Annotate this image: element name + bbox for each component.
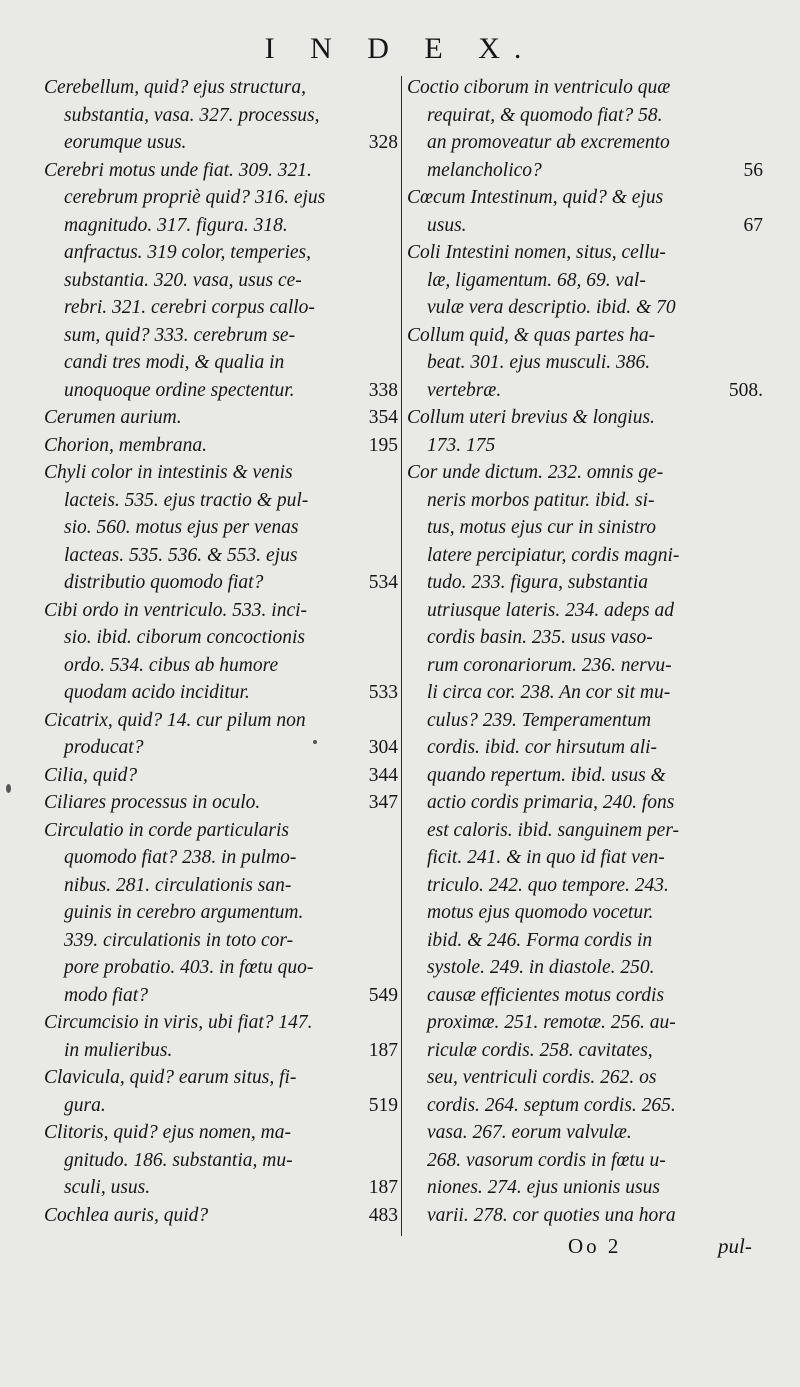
index-entry-line xyxy=(44,679,398,707)
page-number: 483 xyxy=(368,1204,398,1226)
entry-text: systole. 249. in diastole. 250. xyxy=(427,957,655,978)
entry-text: Circulatio in corde particularis xyxy=(44,819,290,841)
entry-text: proximæ. 251. remotæ. 256. au- xyxy=(427,1012,676,1033)
entry-text: causæ efficientes motus cordis xyxy=(427,984,665,1006)
index-entry-line xyxy=(44,652,398,680)
page-number: 508. xyxy=(728,379,763,401)
index-entry-line xyxy=(407,239,763,267)
entry-text: culus? 239. Temperamentum xyxy=(427,709,652,731)
page-number: 549 xyxy=(368,984,398,1006)
entry-text: Clitoris, quid? ejus nomen, ma- xyxy=(44,1122,291,1143)
entry-text: Cœcum Intestinum, quid? & ejus xyxy=(407,187,664,208)
index-entry-line xyxy=(407,1119,763,1147)
index-entry-line xyxy=(44,1037,398,1065)
index-entry-line xyxy=(407,459,763,487)
index-entry-line xyxy=(407,789,763,817)
index-entry-line xyxy=(44,74,398,102)
entry-text: Cor unde dictum. 232. omnis ge- xyxy=(407,462,664,483)
index-entry-line xyxy=(44,1092,398,1120)
index-entry-line xyxy=(407,212,763,240)
index-entry-line xyxy=(44,322,398,350)
index-entry-line xyxy=(407,1009,763,1037)
entry-text: sculi, usus. xyxy=(64,1177,151,1198)
index-entry-line xyxy=(407,1202,763,1230)
index-entry-line xyxy=(44,459,398,487)
entry-text: tus, motus ejus cur in sinistro xyxy=(427,517,656,538)
index-entry-line xyxy=(407,762,763,790)
entry-text: melancholico? xyxy=(427,159,542,181)
entry-text: Chyli color in intestinis & venis xyxy=(44,462,293,483)
catchword: pul- xyxy=(718,1234,752,1258)
index-entry-line xyxy=(44,542,398,570)
entry-text: lacteis. 535. ejus tractio & pul- xyxy=(64,489,309,511)
index-entry-line xyxy=(407,184,763,212)
index-entry-line xyxy=(44,844,398,872)
entry-text: Cochlea auris, quid? xyxy=(44,1204,209,1226)
entry-text: magnitudo. 317. figura. 318. xyxy=(64,214,288,236)
entry-text: Coli Intestini nomen, situs, cellu- xyxy=(407,242,666,263)
entry-text: ibid. & 246. Forma cordis in xyxy=(427,929,653,951)
index-entry-line xyxy=(44,377,398,405)
entry-text: distributio quomodo fiat? xyxy=(64,572,264,593)
index-entry-line xyxy=(44,597,398,625)
index-entry-line xyxy=(44,129,398,157)
index-entry-line xyxy=(44,982,398,1010)
entry-text: Cicatrix, quid? 14. cur pilum non xyxy=(44,709,306,731)
entry-text: varii. 278. cor quoties una hora xyxy=(427,1204,676,1226)
index-entry-line xyxy=(44,899,398,927)
index-entry-line xyxy=(44,1119,398,1147)
entry-text: neris morbos patitur. ibid. si- xyxy=(427,489,655,511)
index-entry-line xyxy=(407,74,763,102)
entry-text: cordis basin. 235. usus vaso- xyxy=(427,627,653,648)
page-footer xyxy=(0,1234,800,1264)
index-entry-line xyxy=(407,652,763,680)
page-number: 347 xyxy=(368,792,398,813)
index-entry-line xyxy=(44,487,398,515)
entry-text: Clavicula, quid? earum situs, fi- xyxy=(44,1067,297,1088)
entry-text: Cerebri motus unde fiat. 309. 321. xyxy=(44,159,312,181)
entry-text: vulæ vera descriptio. ibid. & 70 xyxy=(427,297,676,318)
index-entry-line xyxy=(44,267,398,295)
entry-text: cerebrum propriè quid? 316. ejus xyxy=(64,187,326,208)
entry-text: triculo. 242. quo tempore. 243. xyxy=(427,874,669,896)
entry-text: vertebræ. xyxy=(427,379,502,401)
index-entry-line xyxy=(44,212,398,240)
index-entry-line xyxy=(407,707,763,735)
paper-speck xyxy=(6,784,11,793)
page-number: 328 xyxy=(368,132,398,153)
index-entry-line xyxy=(44,789,398,817)
page-number: 338 xyxy=(368,379,398,401)
index-entry-line xyxy=(44,954,398,982)
entry-text: utriusque lateris. 234. adeps ad xyxy=(427,599,674,621)
index-entry-line xyxy=(44,734,398,762)
entry-text: est caloris. ibid. sanguinem per- xyxy=(427,819,680,841)
entry-text: pore probatio. 403. in fœtu quo- xyxy=(64,957,314,978)
index-entry-line xyxy=(44,1147,398,1175)
index-entry-line xyxy=(44,349,398,377)
index-entry-line xyxy=(407,982,763,1010)
entry-text: sum, quid? 333. cerebrum se- xyxy=(64,324,296,346)
entry-text: Ciliares processus in oculo. xyxy=(44,792,261,813)
entry-text: Chorion, membrana. xyxy=(44,434,208,456)
entry-text: cordis. 264. septum cordis. 265. xyxy=(427,1094,676,1116)
entry-text: actio cordis primaria, 240. fons xyxy=(427,792,675,813)
entry-text: læ, ligamentum. 68, 69. val- xyxy=(427,269,646,291)
index-entry-line xyxy=(44,1064,398,1092)
entry-text: lacteas. 535. 536. & 553. ejus xyxy=(64,544,298,566)
index-column-right xyxy=(407,74,763,1234)
index-entry-line xyxy=(407,734,763,762)
entry-text: li circa cor. 238. An cor sit mu- xyxy=(427,682,671,703)
index-entry-line xyxy=(44,872,398,900)
index-entry-line xyxy=(407,1174,763,1202)
column-divider xyxy=(401,76,402,1236)
entry-text: gura. xyxy=(64,1094,106,1116)
entry-text: modo fiat? xyxy=(64,984,148,1006)
page-number: 187 xyxy=(368,1039,398,1061)
entry-text: beat. 301. ejus musculi. 386. xyxy=(427,352,651,373)
index-entry-line xyxy=(407,899,763,927)
entry-text: niones. 274. ejus unionis usus xyxy=(427,1177,660,1198)
index-entry-line xyxy=(407,1064,763,1092)
paper-speck xyxy=(313,740,317,744)
entry-text: an promoveatur ab excremento xyxy=(427,132,670,153)
entry-text: 268. vasorum cordis in fœtu u- xyxy=(427,1149,666,1171)
entry-text: rum coronariorum. 236. nervu- xyxy=(427,654,672,676)
entry-text: motus ejus quomodo vocetur. xyxy=(427,902,654,923)
entry-text: latere percipiatur, cordis magni- xyxy=(427,544,680,566)
index-entry-line xyxy=(407,432,763,460)
index-entry-line xyxy=(407,1092,763,1120)
entry-text: cordis. ibid. cor hirsutum ali- xyxy=(427,737,658,758)
entry-text: ordo. 534. cibus ab humore xyxy=(64,654,279,676)
entry-text: sio. 560. motus ejus per venas xyxy=(64,517,299,538)
entry-text: substantia, vasa. 327. processus, xyxy=(64,104,320,126)
page-number: 534 xyxy=(368,572,398,593)
index-entry-line xyxy=(44,157,398,185)
index-entry-line xyxy=(407,349,763,377)
entry-text: seu, ventriculi cordis. 262. os xyxy=(427,1067,657,1088)
entry-text: quomodo fiat? 238. in pulmo- xyxy=(64,847,297,868)
index-entry-line xyxy=(407,487,763,515)
index-entry-line xyxy=(407,129,763,157)
index-entry-line xyxy=(44,569,398,597)
index-entry-line xyxy=(44,707,398,735)
index-entry-line xyxy=(44,927,398,955)
entry-text: Circumcisio in viris, ubi fiat? 147. xyxy=(44,1012,313,1033)
entry-text: producat? xyxy=(64,737,144,758)
page-number: 304 xyxy=(368,737,398,758)
index-entry-line xyxy=(407,157,763,185)
entry-text: quodam acido inciditur. xyxy=(64,682,250,703)
index-entry-line xyxy=(44,404,398,432)
index-entry-line xyxy=(44,184,398,212)
index-entry-line xyxy=(407,597,763,625)
index-entry-line xyxy=(407,679,763,707)
index-entry-line xyxy=(44,817,398,845)
entry-text: ficit. 241. & in quo id fiat ven- xyxy=(427,847,665,868)
entry-text: candi tres modi, & qualia in xyxy=(64,352,285,373)
index-entry-line xyxy=(44,1009,398,1037)
entry-text: rebri. 321. cerebri corpus callo- xyxy=(64,297,315,318)
entry-text: requirat, & quomodo fiat? 58. xyxy=(427,104,663,126)
index-entry-line xyxy=(407,267,763,295)
index-entry-line xyxy=(44,102,398,130)
entry-text: Cibi ordo in ventriculo. 533. inci- xyxy=(44,599,308,621)
index-entry-line xyxy=(44,1202,398,1230)
page-number: 195 xyxy=(368,434,398,456)
entry-text: in mulieribus. xyxy=(64,1039,173,1061)
index-entry-line xyxy=(44,1174,398,1202)
entry-text: quando repertum. ibid. usus & xyxy=(427,764,666,786)
index-entry-line xyxy=(407,1147,763,1175)
page-number: 67 xyxy=(743,214,763,236)
index-entry-line xyxy=(407,322,763,350)
entry-text: Collum uteri brevius & longius. xyxy=(407,407,655,428)
entry-text: Cilia, quid? xyxy=(44,764,138,786)
page-number: 354 xyxy=(368,407,398,428)
entry-text: Cerumen aurium. xyxy=(44,407,182,428)
index-entry-line xyxy=(44,432,398,460)
entry-text: substantia. 320. vasa, usus ce- xyxy=(64,269,302,291)
index-column-left xyxy=(44,74,398,1234)
entry-text: Coctio ciborum in ventriculo quæ xyxy=(407,77,671,98)
page-number: 187 xyxy=(368,1177,398,1198)
entry-text: Cerebellum, quid? ejus structura, xyxy=(44,77,306,98)
entry-text: 173. 175 xyxy=(427,434,496,456)
index-entry-line xyxy=(407,294,763,322)
entry-text: nibus. 281. circulationis san- xyxy=(64,874,292,896)
entry-text: Collum quid, & quas partes ha- xyxy=(407,324,656,346)
index-entry-line xyxy=(44,294,398,322)
index-entry-line xyxy=(407,377,763,405)
index-entry-line xyxy=(44,762,398,790)
index-entry-line xyxy=(44,514,398,542)
entry-text: unoquoque ordine spectentur. xyxy=(64,379,295,401)
index-entry-line xyxy=(407,954,763,982)
entry-text: 339. circulationis in toto cor- xyxy=(64,929,294,951)
entry-text: guinis in cerebro argumentum. xyxy=(64,902,304,923)
index-entry-line xyxy=(407,569,763,597)
index-entry-line xyxy=(407,514,763,542)
signature-mark: Oo 2 xyxy=(568,1234,622,1258)
page-number: 533 xyxy=(368,682,398,703)
entry-text: tudo. 233. figura, substantia xyxy=(427,572,649,593)
index-entry-line xyxy=(44,624,398,652)
page-number: 344 xyxy=(368,764,398,786)
entry-text: sio. ibid. ciborum concoctionis xyxy=(64,627,306,648)
entry-text: vasa. 267. eorum valvulæ. xyxy=(427,1122,632,1143)
entry-text: eorumque usus. xyxy=(64,132,187,153)
index-entry-line xyxy=(407,1037,763,1065)
entry-text: anfractus. 319 color, temperies, xyxy=(64,242,311,263)
page-title: I N D E X. xyxy=(264,32,536,65)
index-entry-line xyxy=(407,102,763,130)
index-entry-line xyxy=(407,927,763,955)
entry-text: usus. xyxy=(427,214,467,236)
page-number: 519 xyxy=(368,1094,398,1116)
index-entry-line xyxy=(407,404,763,432)
entry-text: gnitudo. 186. substantia, mu- xyxy=(64,1149,293,1171)
index-entry-line xyxy=(407,542,763,570)
index-entry-line xyxy=(407,817,763,845)
index-entry-line xyxy=(407,872,763,900)
page-number: 56 xyxy=(743,159,763,181)
entry-text: riculæ cordis. 258. cavitates, xyxy=(427,1039,653,1061)
index-entry-line xyxy=(44,239,398,267)
index-entry-line xyxy=(407,844,763,872)
index-entry-line xyxy=(407,624,763,652)
